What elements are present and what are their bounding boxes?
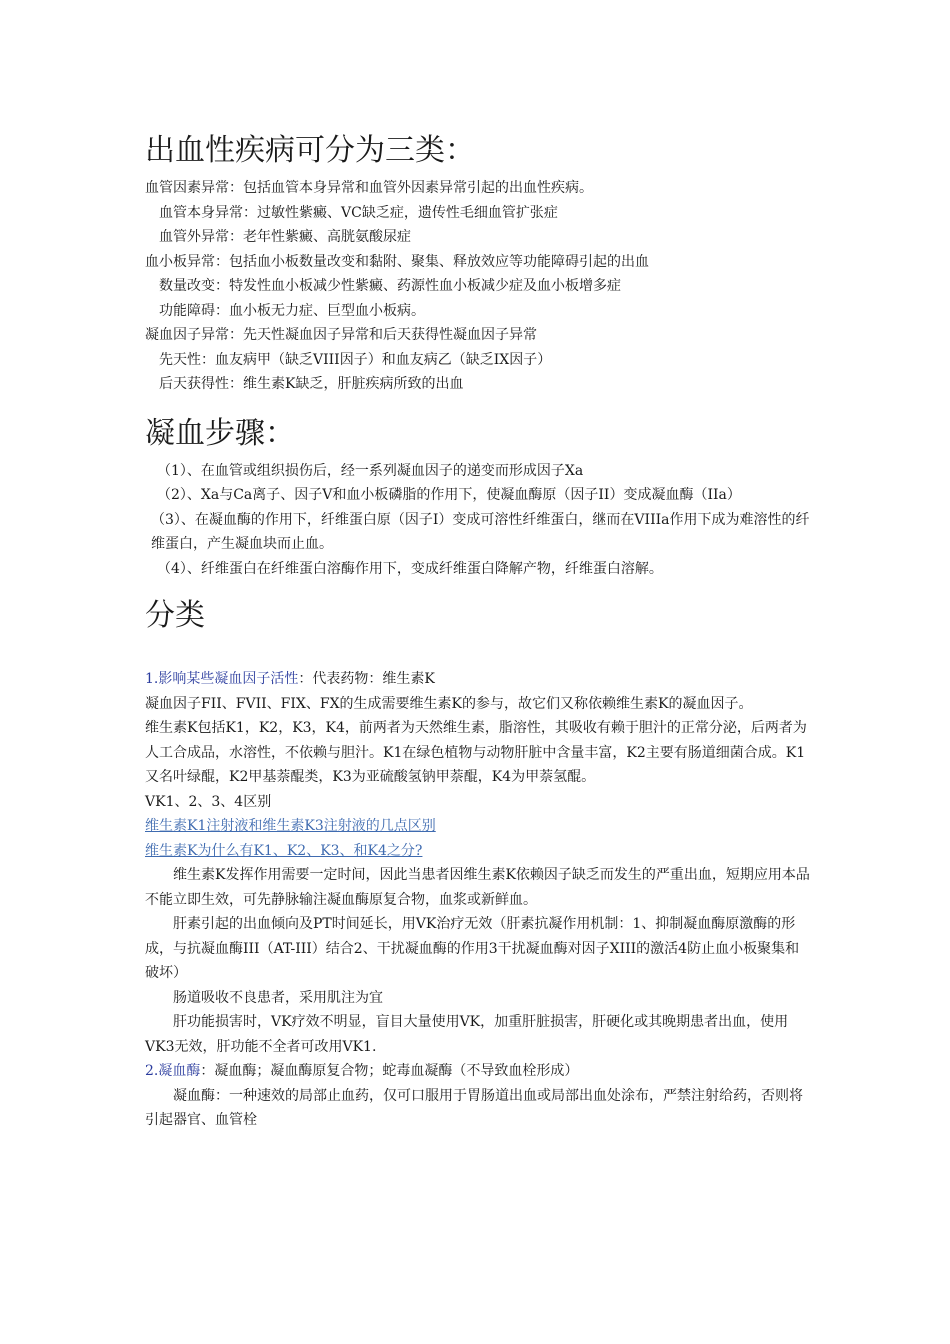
section-title-coagulation-steps: 凝血步骤：: [145, 415, 295, 451]
step-paragraph: （3）、在凝血酶的作用下，纤维蛋白原（因子I）变成可溶性纤维蛋白，继而在VIIIa作用下成为难溶性的纤维蛋白，产生凝血块而止血。: [151, 511, 810, 552]
step-line: （1）、在血管或组织损伤后，经一系列凝血因子的递变而形成因子Xa: [157, 462, 584, 479]
item-1-label: 1.影响某些凝血因子活性: [145, 671, 299, 687]
item-2-label: 2.凝血酶: [145, 1063, 201, 1079]
text-line: 先天性：血友病甲（缺乏VIII因子）和血友病乙（缺乏IX因子）: [159, 351, 552, 368]
link-vk1-vk3-injection[interactable]: 维生素K1注射液和维生素K3注射液的几点区别: [145, 818, 436, 834]
step-line: （4）、纤维蛋白在纤维蛋白溶酶作用下，变成纤维蛋白降解产物，纤维蛋白溶解。: [157, 560, 663, 577]
paragraph: 凝血因子FII、FVII、FIX、FX的生成需要维生素K的参与，故它们又称依赖维生素K的凝血因子。: [145, 695, 753, 712]
link-vk-types[interactable]: 维生素K为什么有K1、K2、K3、和K4之分?: [145, 842, 423, 859]
paragraph: 肠道吸收不良患者，采用肌注为宜: [173, 989, 383, 1006]
text-line: 凝血因子异常：先天性凝血因子异常和后天获得性凝血因子异常: [145, 327, 537, 343]
classification-item-1: [145, 667, 810, 692]
item-2-text: ：凝血酶；凝血酶原复合物；蛇毒血凝酶（不导致血栓形成）: [200, 1063, 579, 1079]
section-title-classification: 分类: [145, 598, 205, 633]
text-line: 血管本身异常：过敏性紫癜、VC缺乏症，遗传性毛细血管扩张症: [159, 204, 558, 221]
document-content: [145, 130, 810, 1133]
paragraph: 维生素K发挥作用需要一定时间，因此当患者因维生素K依赖因子缺乏而发生的严重出血，短期应用本品不能立即生效，可先静脉输注凝血酶原复合物，血浆或新鲜血。: [145, 867, 810, 908]
text-line: 血管外异常：老年性紫癜、高胱氨酸尿症: [159, 229, 411, 245]
paragraph: 凝血酶：一种速效的局部止血药，仅可口服用于胃肠道出血或局部出血处涂布，严禁注射给药，否则将引起器官、血管栓: [145, 1087, 803, 1128]
step-line: （2）、Xa与Ca离子、因子V和血小板磷脂的作用下，使凝血酶原（因子II）变成凝血酶（IIa）: [157, 487, 741, 503]
paragraph: 维生素K包括K1，K2，K3，K4，前两者为天然维生素，脂溶性，其吸收有赖于胆汁的正常分泌，后两者为人工合成品，水溶性，不依赖与胆汁。K1在绿色植物与动物肝脏中含量丰富，K2主要有肠道细菌合成。K1又名叶绿醌，K2甲基萘醌类，K3为亚硫酸氢钠甲萘醌，K4为甲萘氢醌。: [145, 720, 807, 785]
item-1-text: ：代表药物：维生素K: [298, 671, 435, 687]
section-title-bleeding-disorders: 出血性疾病可分为三类：: [145, 133, 475, 168]
paragraph: 肝功能损害时，VK疗效不明显，盲目大量使用VK，加重肝脏损害，肝硬化或其晚期患者出血，使用VK3无效，肝功能不全者可改用VK1.: [145, 1014, 789, 1055]
paragraph: 肝素引起的出血倾向及PT时间延长，用VK治疗无效（肝素抗凝作用机制：1、抑制凝血酶原激酶的形成，与抗凝血酶III（AT-III）结合2、干扰凝血酶的作用3干扰凝血酶对因子XIII的激活4防止血小板聚集和破坏）: [145, 916, 800, 981]
text-line: 血小板异常：包括血小板数量改变和黏附、聚集、释放效应等功能障碍引起的出血: [145, 253, 649, 270]
text-line: 功能障碍：血小板无力症、巨型血小板病。: [159, 302, 425, 319]
classification-item-2: [145, 1059, 810, 1084]
text-line: 血管因素异常：包括血管本身异常和血管外因素异常引起的出血性疾病。: [145, 180, 593, 196]
text-line: 数量改变：特发性血小板减少性紫癜、药源性血小板减少症及血小板增多症: [159, 278, 621, 294]
text-line: 后天获得性：维生素K缺乏，肝脏疾病所致的出血: [159, 376, 464, 392]
paragraph: VK1、2、3、4区别: [145, 793, 272, 810]
